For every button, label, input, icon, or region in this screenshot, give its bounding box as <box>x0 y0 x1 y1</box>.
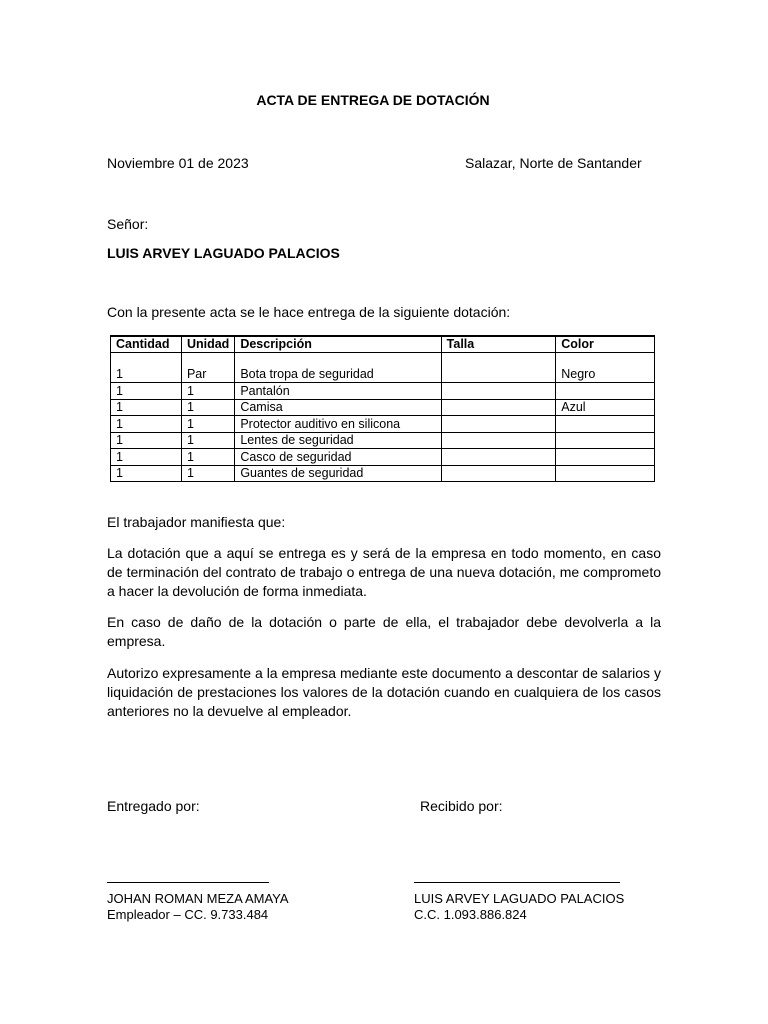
document-place: Salazar, Norte de Santander <box>465 155 642 171</box>
equipment-table <box>110 335 655 482</box>
cell-talla <box>441 353 556 383</box>
cell-talla <box>441 383 556 400</box>
employer-name: JOHAN ROMAN MEZA AMAYA <box>107 891 289 906</box>
cell-unidad: 1 <box>181 383 234 400</box>
cell-color <box>556 416 655 433</box>
table-row <box>111 416 655 433</box>
table-row <box>111 399 655 416</box>
cell-cantidad: 1 <box>111 416 182 433</box>
cell-cantidad: 1 <box>111 449 182 466</box>
cell-talla <box>441 399 556 416</box>
paragraph-authorization: Autorizo expresamente a la empresa mediante este documento a descontar de salarios y liquidación de prestaciones los valores de la dotación cuando en cualquiera de los casos anteriores no la devuelve al empleador. <box>107 665 661 719</box>
table-row <box>111 432 655 449</box>
cell-unidad: 1 <box>181 399 234 416</box>
salutation: Señor: <box>107 216 149 232</box>
table-row <box>111 383 655 400</box>
cell-cantidad: 1 <box>111 432 182 449</box>
cell-descripcion: Protector auditivo en silicona <box>235 416 441 433</box>
cell-descripcion: Bota tropa de seguridad <box>235 353 441 383</box>
cell-talla <box>441 449 556 466</box>
table-header-row <box>111 336 655 353</box>
header-descripcion: Descripción <box>235 336 441 353</box>
table-row <box>111 465 655 482</box>
manifest-heading: El trabajador manifiesta que: <box>107 514 286 530</box>
cell-unidad: 1 <box>181 449 234 466</box>
cell-color: Negro <box>556 353 655 383</box>
cell-descripcion: Camisa <box>235 399 441 416</box>
received-by-label: Recibido por: <box>420 798 503 814</box>
delivered-by-label: Entregado por: <box>107 798 200 814</box>
cell-color <box>556 383 655 400</box>
worker-name: LUIS ARVEY LAGUADO PALACIOS <box>414 891 625 906</box>
header-unidad: Unidad <box>181 336 234 353</box>
employer-id: Empleador – CC. 9.733.484 <box>107 907 269 922</box>
document-title: ACTA DE ENTREGA DE DOTACIÓN <box>256 92 490 108</box>
cell-color: Azul <box>556 399 655 416</box>
cell-cantidad: 1 <box>111 465 182 482</box>
employer-signature-line <box>107 882 269 883</box>
cell-talla <box>441 432 556 449</box>
cell-descripcion: Lentes de seguridad <box>235 432 441 449</box>
cell-color <box>556 465 655 482</box>
cell-talla <box>441 416 556 433</box>
cell-unidad: 1 <box>181 432 234 449</box>
cell-unidad: Par <box>181 353 234 383</box>
intro-text: Con la presente acta se le hace entrega de la siguiente dotación: <box>107 304 511 320</box>
cell-color <box>556 449 655 466</box>
header-color: Color <box>556 336 655 353</box>
paragraph-ownership: La dotación que a aquí se entrega es y será de la empresa en todo momento, en caso de terminación del contrato de trabajo o entrega de una nueva dotación, me comprometo a hacer la devolución de forma inmediata. <box>107 545 661 599</box>
cell-cantidad: 1 <box>111 383 182 400</box>
recipient-name: LUIS ARVEY LAGUADO PALACIOS <box>107 245 340 261</box>
cell-descripcion: Guantes de seguridad <box>235 465 441 482</box>
cell-unidad: 1 <box>181 416 234 433</box>
cell-descripcion: Pantalón <box>235 383 441 400</box>
cell-unidad: 1 <box>181 465 234 482</box>
cell-descripcion: Casco de seguridad <box>235 449 441 466</box>
table-row <box>111 449 655 466</box>
header-cantidad: Cantidad <box>111 336 182 353</box>
worker-id: C.C. 1.093.886.824 <box>414 907 527 922</box>
cell-cantidad: 1 <box>111 399 182 416</box>
table-row <box>111 353 655 383</box>
worker-signature-line <box>414 882 620 883</box>
cell-color <box>556 432 655 449</box>
cell-talla <box>441 465 556 482</box>
header-talla: Talla <box>441 336 556 353</box>
document-date: Noviembre 01 de 2023 <box>107 155 249 171</box>
paragraph-damage: En caso de daño de la dotación o parte de ella, el trabajador debe devolverla a la empresa. <box>107 614 661 649</box>
cell-cantidad: 1 <box>111 353 182 383</box>
